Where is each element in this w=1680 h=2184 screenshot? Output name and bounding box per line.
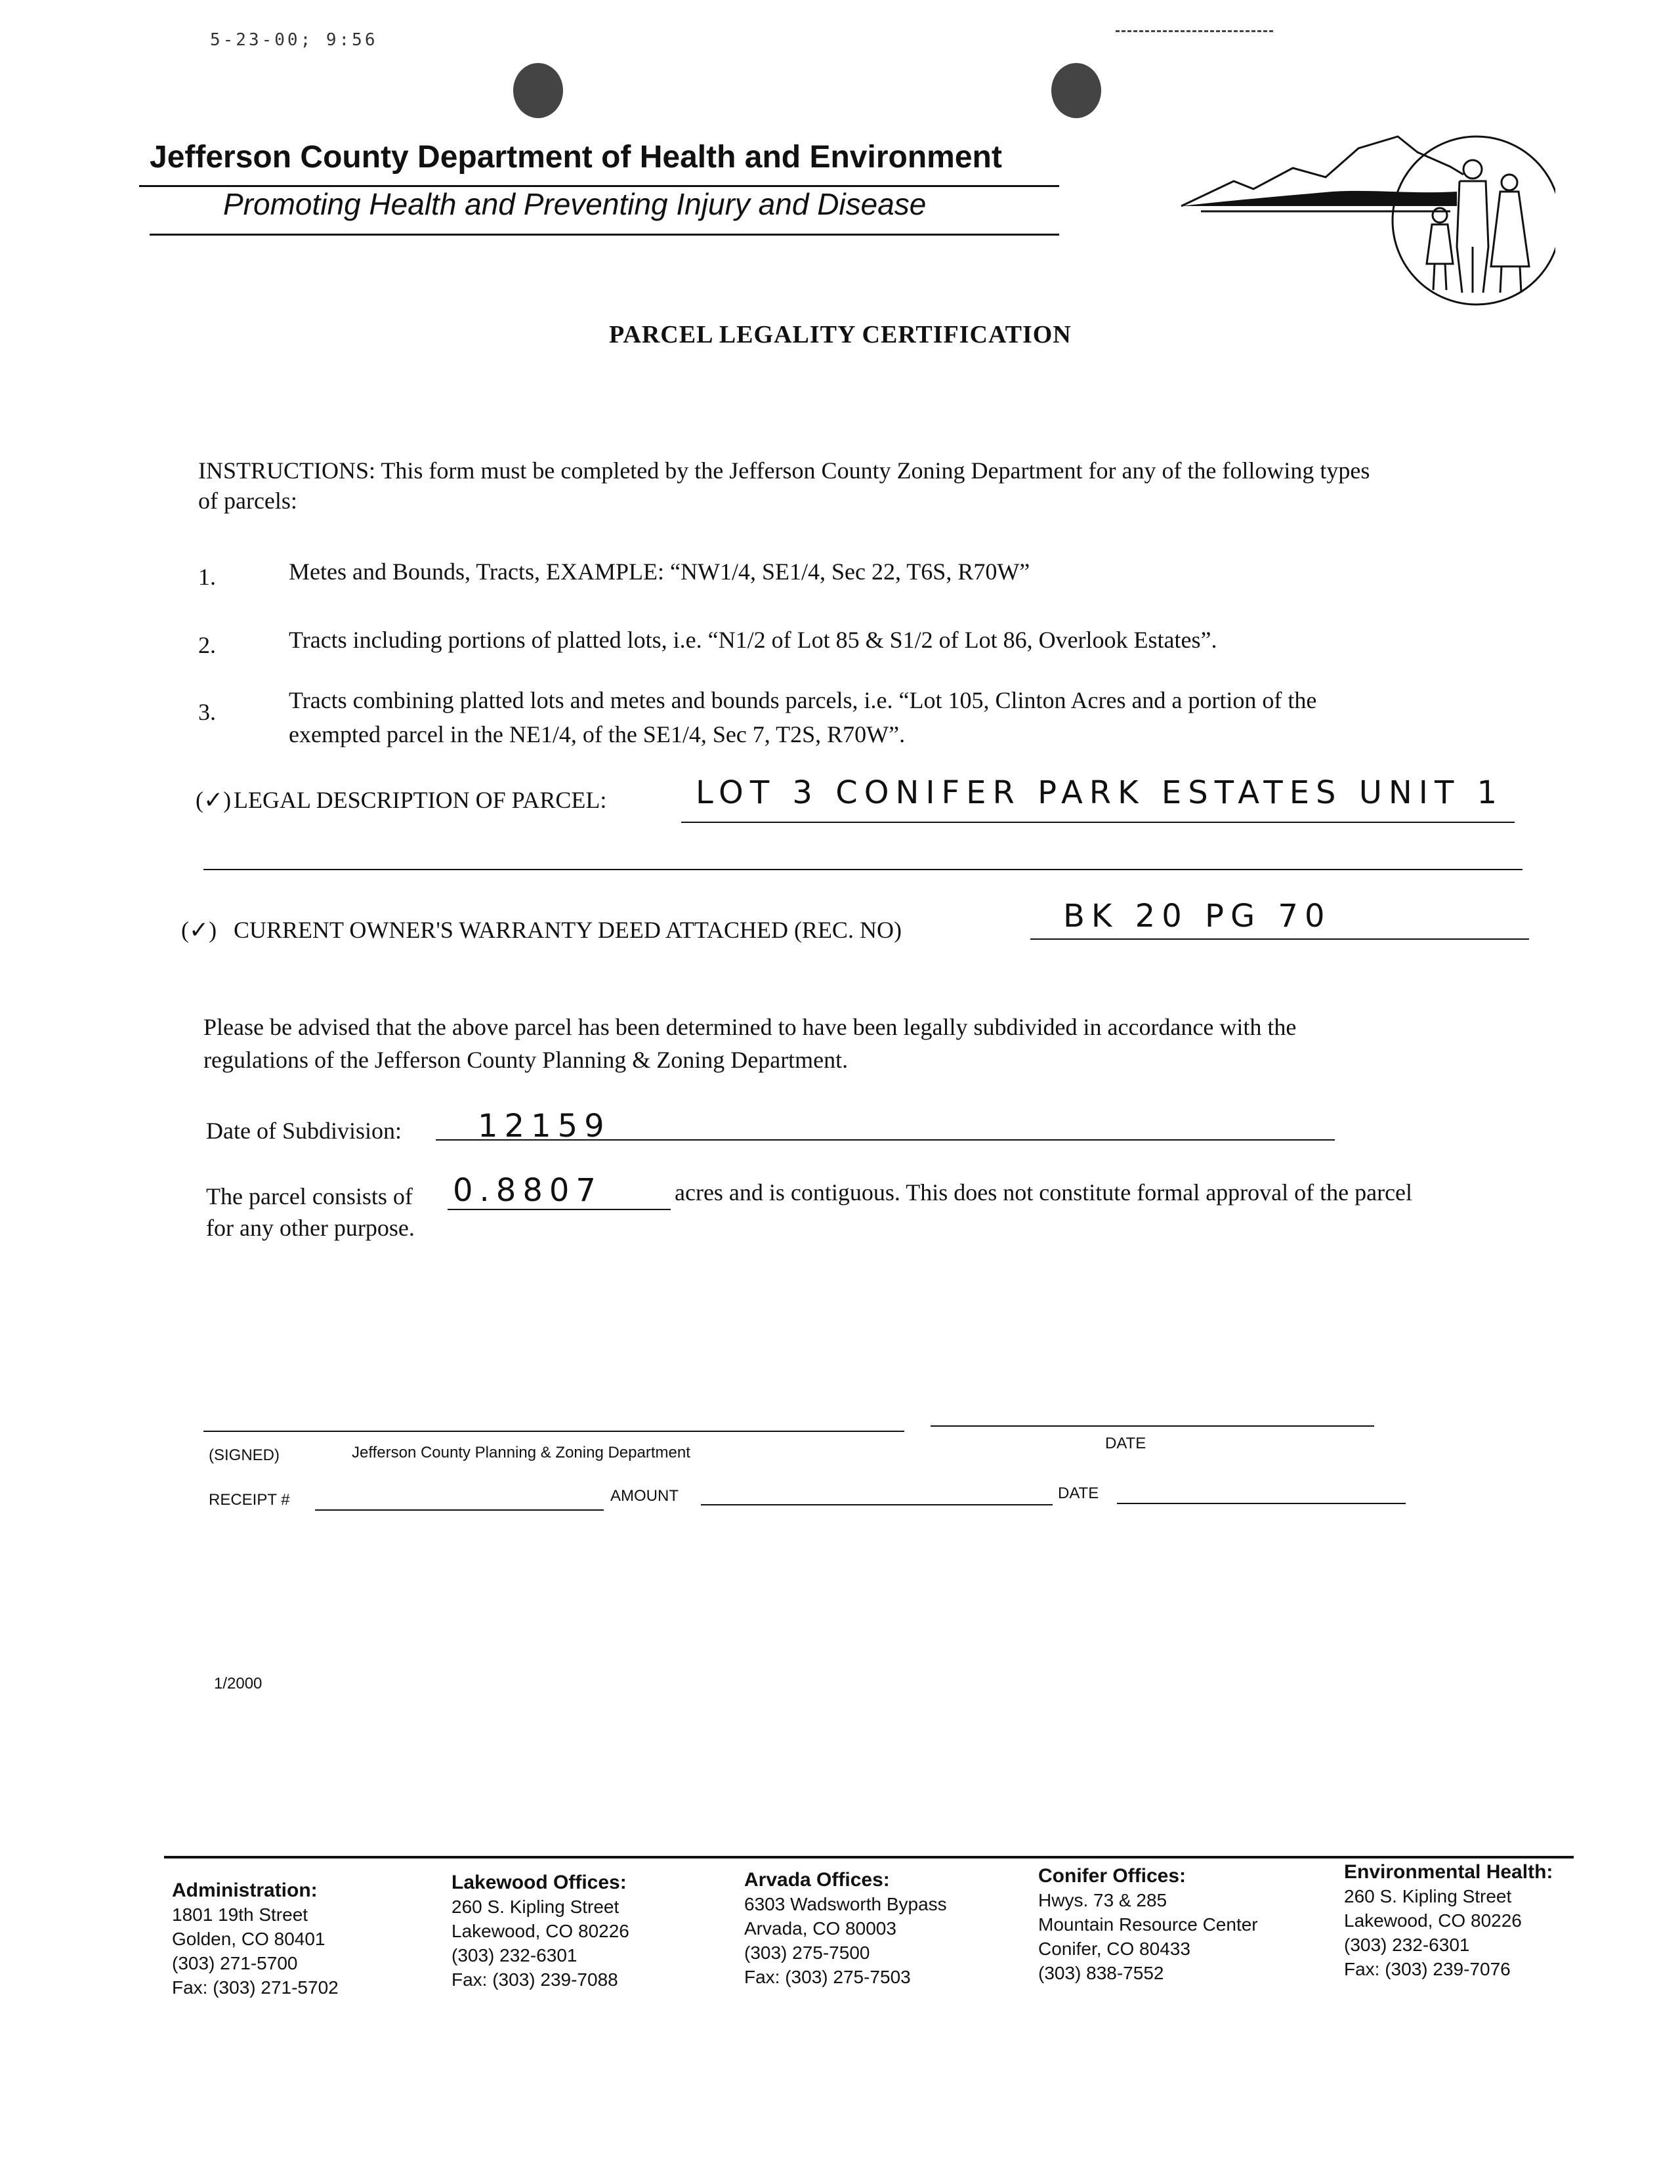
footer-office-line: Arvada, CO 80003 — [744, 1918, 896, 1939]
footer-office-line: Lakewood, CO 80226 — [452, 1921, 629, 1941]
footer-office-line: 6303 Wadsworth Bypass — [744, 1894, 947, 1914]
punch-hole — [513, 63, 563, 118]
advisory-line-2: regulations of the Jefferson County Planning & Zoning Department. — [203, 1047, 849, 1073]
list-item-number: 3. — [198, 699, 216, 725]
organization-tagline: Promoting Health and Preventing Injury and Disease — [223, 187, 927, 221]
list-item-text-continued: exempted parcel in the NE1/4, of the SE1/4, Sec 7, T2S, R70W”. — [289, 721, 906, 747]
footer-office-line: (303) 232-6301 — [1344, 1935, 1470, 1955]
footer-office-line: Fax: (303) 239-7076 — [1344, 1959, 1511, 1979]
punch-hole — [1051, 63, 1101, 118]
legal-description-value[interactable]: LOT 3 CONIFER PARK ESTATES UNIT 1 — [696, 774, 1504, 811]
instructions-line-1: INSTRUCTIONS: This form must be completed by the Jefferson County Zoning Department for any of the following types — [198, 457, 1370, 484]
document-title: PARCEL LEGALITY CERTIFICATION — [609, 321, 1072, 348]
list-item-text: Tracts including portions of platted lots, i.e. “N1/2 of Lot 85 & S1/2 of Lot 86, Overlook Estates”. — [289, 627, 1217, 653]
acreage-value[interactable]: 0.8807 — [453, 1172, 602, 1209]
footer-office-line: Hwys. 73 & 285 — [1038, 1890, 1167, 1910]
footer-office-line: Fax: (303) 271-5702 — [172, 1977, 339, 1998]
signed-department: Jefferson County Planning & Zoning Department — [352, 1444, 690, 1461]
footer-office-line: (303) 232-6301 — [452, 1945, 578, 1965]
footer-office-heading: Environmental Health: — [1344, 1861, 1553, 1883]
date-of-subdivision-value[interactable]: 12159 — [478, 1108, 611, 1144]
footer-office-heading: Lakewood Offices: — [452, 1872, 627, 1893]
warranty-deed-value[interactable]: BK 20 PG 70 — [1063, 898, 1332, 934]
fax-header-dashes — [1116, 30, 1273, 32]
footer-office-lakewood — [452, 1870, 629, 1992]
acreage-prefix: The parcel consists of — [206, 1183, 413, 1209]
warranty-deed-check[interactable]: (✓) — [181, 917, 217, 943]
footer-office-environmental-health — [1344, 1860, 1553, 1981]
fax-header: 5-23-00; 9:56 — [210, 30, 378, 50]
instructions-line-2: of parcels: — [198, 488, 297, 514]
legal-description-line-2 — [203, 869, 1522, 870]
list-item-text: Metes and Bounds, Tracts, EXAMPLE: “NW1/4, SE1/4, Sec 22, T6S, R70W” — [289, 558, 1030, 585]
receipt-label: RECEIPT # — [209, 1491, 290, 1509]
footer-office-line: Conifer, CO 80433 — [1038, 1939, 1190, 1959]
advisory-line-1: Please be advised that the above parcel has been determined to have been legally subdivided in accordance with the — [203, 1014, 1297, 1040]
date-of-subdivision-line — [436, 1139, 1335, 1141]
footer-office-line: 260 S. Kipling Street — [1344, 1886, 1512, 1906]
footer-office-heading: Conifer Offices: — [1038, 1865, 1186, 1887]
amount-line[interactable] — [701, 1504, 1053, 1505]
signature-line[interactable] — [203, 1431, 904, 1432]
footer-office-line: Mountain Resource Center — [1038, 1914, 1258, 1935]
date-of-subdivision-label: Date of Subdivision: — [206, 1118, 402, 1144]
legal-description-check[interactable]: (✓) — [196, 787, 232, 813]
receipt-date-line[interactable] — [1117, 1503, 1406, 1504]
warranty-deed-label: CURRENT OWNER'S WARRANTY DEED ATTACHED (REC. NO) — [234, 917, 902, 943]
list-item-number: 2. — [198, 632, 216, 658]
form-version: 1/2000 — [214, 1675, 262, 1692]
footer-office-line: (303) 271-5700 — [172, 1953, 298, 1973]
footer-office-line: Fax: (303) 275-7503 — [744, 1967, 911, 1987]
receipt-line[interactable] — [315, 1509, 604, 1511]
signature-date-label: DATE — [1105, 1435, 1146, 1452]
footer-office-line: 1801 19th Street — [172, 1904, 308, 1925]
amount-label: AMOUNT — [610, 1487, 679, 1505]
warranty-deed-line — [1030, 938, 1529, 940]
footer-office-line: Golden, CO 80401 — [172, 1929, 326, 1949]
footer-office-heading: Administration: — [172, 1880, 318, 1901]
footer-office-line: 260 S. Kipling Street — [452, 1897, 620, 1917]
legal-description-label: LEGAL DESCRIPTION OF PARCEL: — [234, 787, 607, 813]
organization-name: Jefferson County Department of Health and Environment — [150, 140, 1002, 175]
mountain-family-logo — [1175, 129, 1555, 312]
footer-office-line: Fax: (303) 239-7088 — [452, 1969, 618, 1990]
footer-office-arvada — [744, 1868, 947, 1989]
acreage-line — [448, 1209, 671, 1210]
acreage-line-2: for any other purpose. — [206, 1215, 415, 1241]
footer-office-line: Lakewood, CO 80226 — [1344, 1910, 1522, 1931]
acreage-suffix: acres and is contiguous. This does not constitute formal approval of the parcel — [675, 1179, 1413, 1206]
footer-office-heading: Arvada Offices: — [744, 1869, 890, 1891]
receipt-date-label: DATE — [1058, 1484, 1099, 1502]
footer-office-conifer — [1038, 1864, 1258, 1985]
footer-rule — [164, 1856, 1574, 1858]
footer-office-line: (303) 838-7552 — [1038, 1963, 1164, 1983]
header-rule-bottom — [150, 234, 1059, 236]
list-item-text: Tracts combining platted lots and metes and bounds parcels, i.e. “Lot 105, Clinton Acres and a portion of the — [289, 687, 1317, 713]
signature-date-line[interactable] — [931, 1425, 1374, 1427]
footer-office-line: (303) 275-7500 — [744, 1942, 870, 1963]
footer-office-administration — [172, 1878, 339, 2000]
legal-description-line — [681, 822, 1515, 823]
signed-label: (SIGNED) — [209, 1446, 280, 1464]
list-item-number: 1. — [198, 564, 216, 590]
